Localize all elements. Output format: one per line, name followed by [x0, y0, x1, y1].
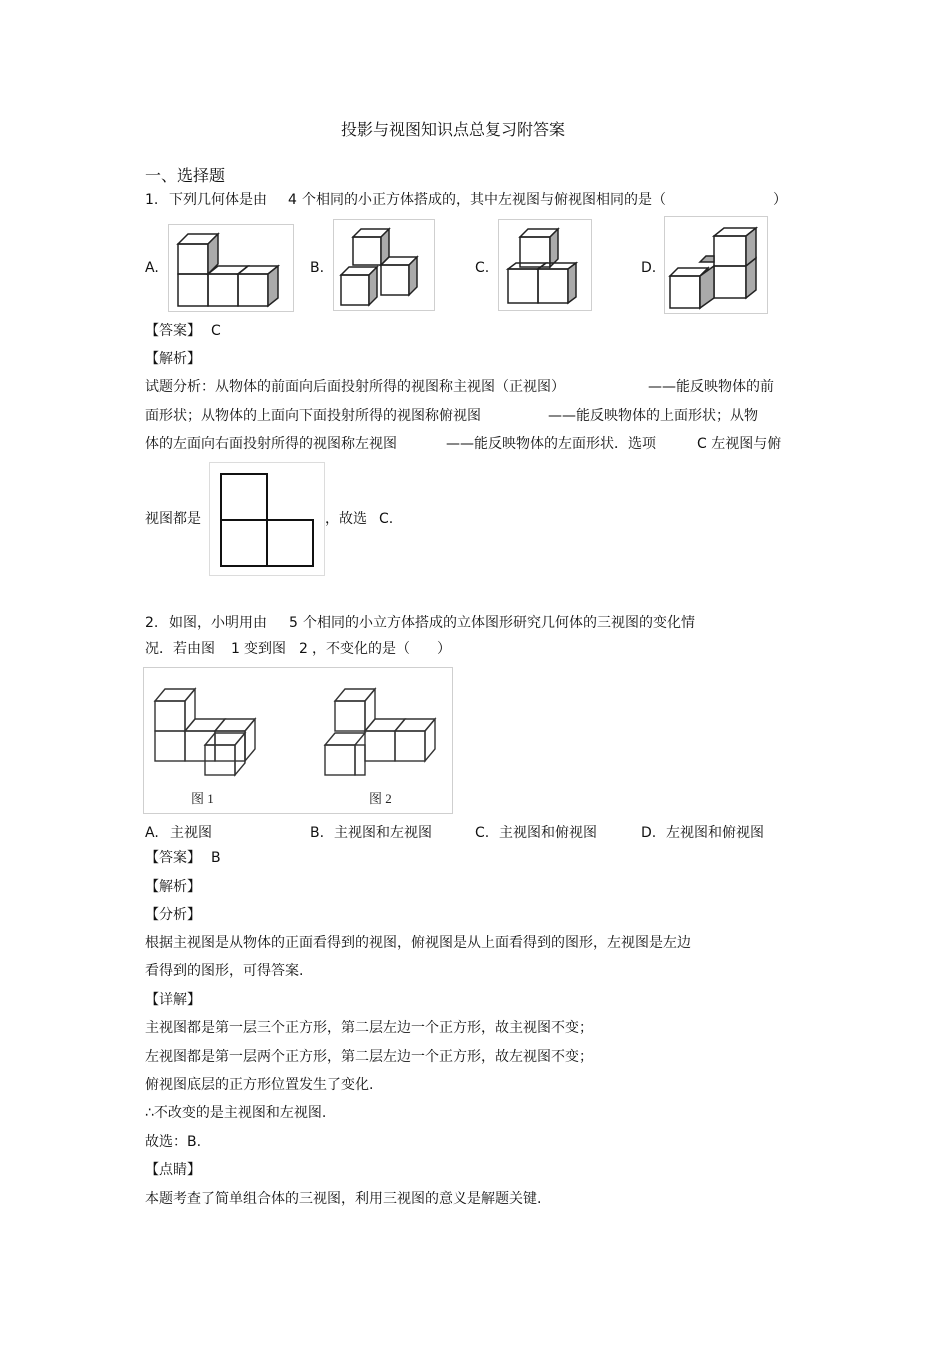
q2-option-b-label: B.: [310, 825, 325, 841]
q2-fenxi-line1: 根据主视图是从物体的正面看得到的视图，俯视图是从上面看得到的图形，左视图是左边: [145, 935, 691, 951]
q2-dianjing-tag: 【点睛】: [145, 1162, 201, 1178]
q1-analysis-line3-b: ——能反映物体的左面形状．选项: [446, 436, 656, 452]
q2-stem-line2-a: 况．若由图: [145, 641, 215, 657]
page-title: 投影与视图知识点总复习附答案: [341, 120, 566, 139]
q2-option-b-text: 主视图和左视图: [334, 825, 432, 841]
q1-analysis-line1-a: 试题分析：从物体的前面向后面投射所得的视图称主视图（正视图）: [145, 379, 565, 395]
q1-view-figure: [209, 462, 325, 576]
q1-stem-close: ）: [773, 192, 787, 208]
q2-detail-line: 俯视图底层的正方形位置发生了变化.: [145, 1077, 374, 1093]
q1-answer: C: [211, 323, 221, 339]
q1-option-a-label: A.: [145, 260, 159, 276]
q1-analysis-line4-c: C.: [379, 511, 394, 527]
q2-answer: B: [211, 850, 221, 866]
q1-option-c-figure: [498, 219, 592, 311]
q2-number: 2.: [145, 615, 159, 631]
q2-option-c-label: C.: [475, 825, 490, 841]
q2-stem-line1-n: 5: [289, 615, 298, 631]
section-heading: 一、选择题: [145, 166, 226, 185]
q2-stem-line2-n1: 1: [231, 641, 240, 657]
q2-figures: [143, 667, 453, 814]
q2-analysis-tag: 【解析】: [145, 879, 201, 895]
q1-stem-b: 个相同的小正方体搭成的，其中左视图与俯视图相同的是（: [302, 192, 666, 208]
q2-option-c-text: 主视图和俯视图: [499, 825, 597, 841]
q1-analysis-line1-b: ——能反映物体的前: [648, 379, 774, 395]
q2-fenxi-line2: 看得到的图形，可得答案.: [145, 963, 304, 979]
q2-detail-line: 故选：B.: [145, 1134, 202, 1150]
q2-answer-tag: 【答案】: [145, 850, 201, 866]
q2-xiangjie-tag: 【详解】: [145, 992, 201, 1008]
q2-stem-line2-b: 变到图: [244, 641, 286, 657]
q2-detail-line: ∴不改变的是主视图和左视图.: [145, 1105, 327, 1121]
q2-figure1-caption: 图 1: [191, 791, 214, 806]
q2-fenxi-tag: 【分析】: [145, 907, 201, 923]
q2-option-d-text: 左视图和俯视图: [666, 825, 764, 841]
q1-analysis-line3-c: C 左视图与俯: [697, 436, 782, 452]
q1-answer-tag: 【答案】: [145, 323, 201, 339]
q2-stem-line2-c: ，不变化的是（: [312, 641, 410, 657]
q1-stem-n: 4: [288, 192, 297, 208]
q1-option-d-label: D.: [641, 260, 657, 276]
q1-analysis-line4-a: 视图都是: [145, 511, 201, 527]
q1-option-d-figure: [664, 216, 768, 314]
q2-option-a-label: A.: [145, 825, 159, 841]
q1-analysis-line2-b: ——能反映物体的上面形状；从物: [548, 408, 758, 424]
q1-analysis-tag: 【解析】: [145, 351, 201, 367]
q2-stem-line1-a: 如图，小明用由: [169, 615, 267, 631]
q1-number: 1.: [145, 192, 159, 208]
q1-analysis-line4-b: ，故选: [325, 511, 367, 527]
q2-option-d-label: D.: [641, 825, 657, 841]
q2-figure2-caption: 图 2: [369, 791, 392, 806]
q2-stem-line2-close: ）: [437, 641, 451, 657]
q2-detail-line: 主视图都是第一层三个正方形，第二层左边一个正方形，故主视图不变；: [145, 1020, 593, 1036]
q1-analysis-line3-a: 体的左面向右面投射所得的视图称左视图: [145, 436, 397, 452]
q2-dianjing-text: 本题考查了简单组合体的三视图，利用三视图的意义是解题关键.: [145, 1191, 542, 1207]
q1-option-b-label: B.: [310, 260, 325, 276]
q1-stem-a: 下列几何体是由: [169, 192, 267, 208]
q1-option-b-figure: [333, 219, 435, 311]
q2-detail-line: 左视图都是第一层两个正方形，第二层左边一个正方形，故左视图不变；: [145, 1049, 593, 1065]
q2-option-a-text: 主视图: [170, 825, 212, 841]
q2-stem-line1-b: 个相同的小立方体搭成的立体图形研究几何体的三视图的变化情: [303, 615, 695, 631]
q1-option-c-label: C.: [475, 260, 490, 276]
q2-stem-line2-n2: 2: [299, 641, 308, 657]
q1-analysis-line2-a: 面形状；从物体的上面向下面投射所得的视图称俯视图: [145, 408, 481, 424]
q1-option-a-figure: [168, 224, 294, 312]
